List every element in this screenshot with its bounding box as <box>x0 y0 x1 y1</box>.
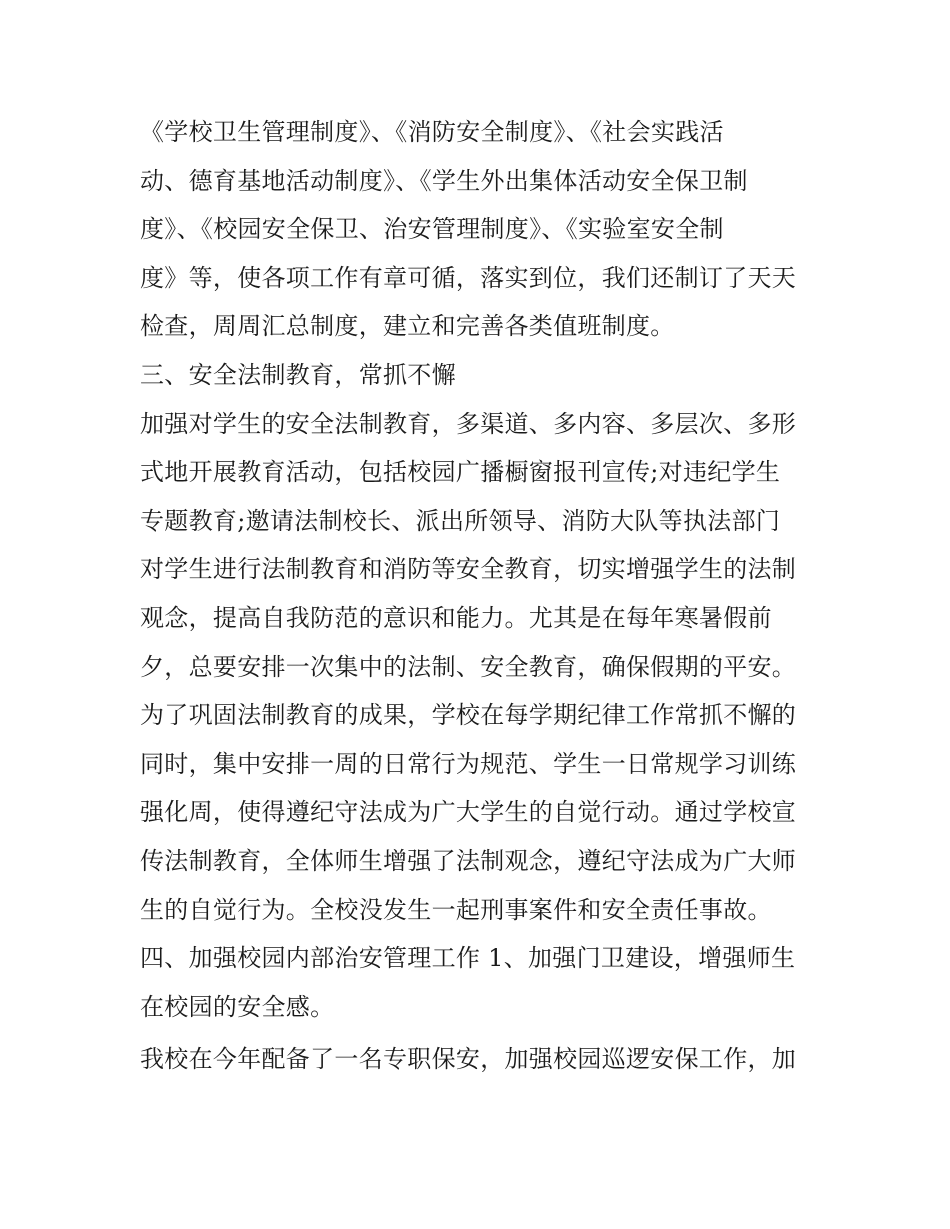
text-line: 传法制教育，全体师生增强了法制观念，遵纪守法成为广大师 <box>140 846 797 875</box>
text-line: 生的自觉行为。全校没发生一起刑事案件和安全责任事故。 <box>140 895 772 924</box>
text-line: 对学生进行法制教育和消防等安全教育，切实增强学生的法制 <box>140 555 797 584</box>
text-line: 强化周，使得遵纪守法成为广大学生的自觉行动。通过学校宣 <box>140 798 797 827</box>
text-line: 动、德育基地活动制度》、《学生外出集体活动安全保卫制 <box>140 166 748 195</box>
text-line: 《学校卫生管理制度》、《消防安全制度》、《社会实践活 <box>140 118 724 146</box>
text-line: 加强对学生的安全法制教育，多渠道、多内容、多层次、多形 <box>140 409 797 438</box>
section-heading: 三、安全法制教育，常抓不懈 <box>140 360 456 389</box>
text-line: 检查，周周汇总制度，建立和完善各类值班制度。 <box>140 312 675 341</box>
text-line: 式地开展教育活动，包括校园广播橱窗报刊宣传;对违纪学生 <box>140 458 781 487</box>
text-line: 我校在今年配备了一名专职保安，加强校园巡逻安保工作，加 <box>140 1045 797 1074</box>
text-line: 为了巩固法制教育的成果，学校在每学期纪律工作常抓不懈的 <box>140 701 797 730</box>
document-body <box>140 108 820 1084</box>
section-heading: 四、加强校园内部治安管理工作 1、加强门卫建设，增强师生 <box>140 944 796 973</box>
text-line: 度》、《校园安全保卫、治安管理制度》、《实验室安全制 <box>140 215 724 244</box>
text-line: 夕，总要安排一次集中的法制、安全教育，确保假期的平安。 <box>140 652 797 681</box>
text-line: 专题教育;邀请法制校长、派出所领导、消防大队等执法部门 <box>140 506 781 535</box>
text-line: 同时，集中安排一周的日常行为规范、学生一日常规学习训练 <box>140 749 797 778</box>
text-line: 观念，提高自我防范的意识和能力。尤其是在每年寒暑假前 <box>140 603 772 632</box>
text-line: 在校园的安全感。 <box>140 992 335 1021</box>
text-line: 度》等，使各项工作有章可循，落实到位，我们还制订了天天 <box>140 263 797 292</box>
